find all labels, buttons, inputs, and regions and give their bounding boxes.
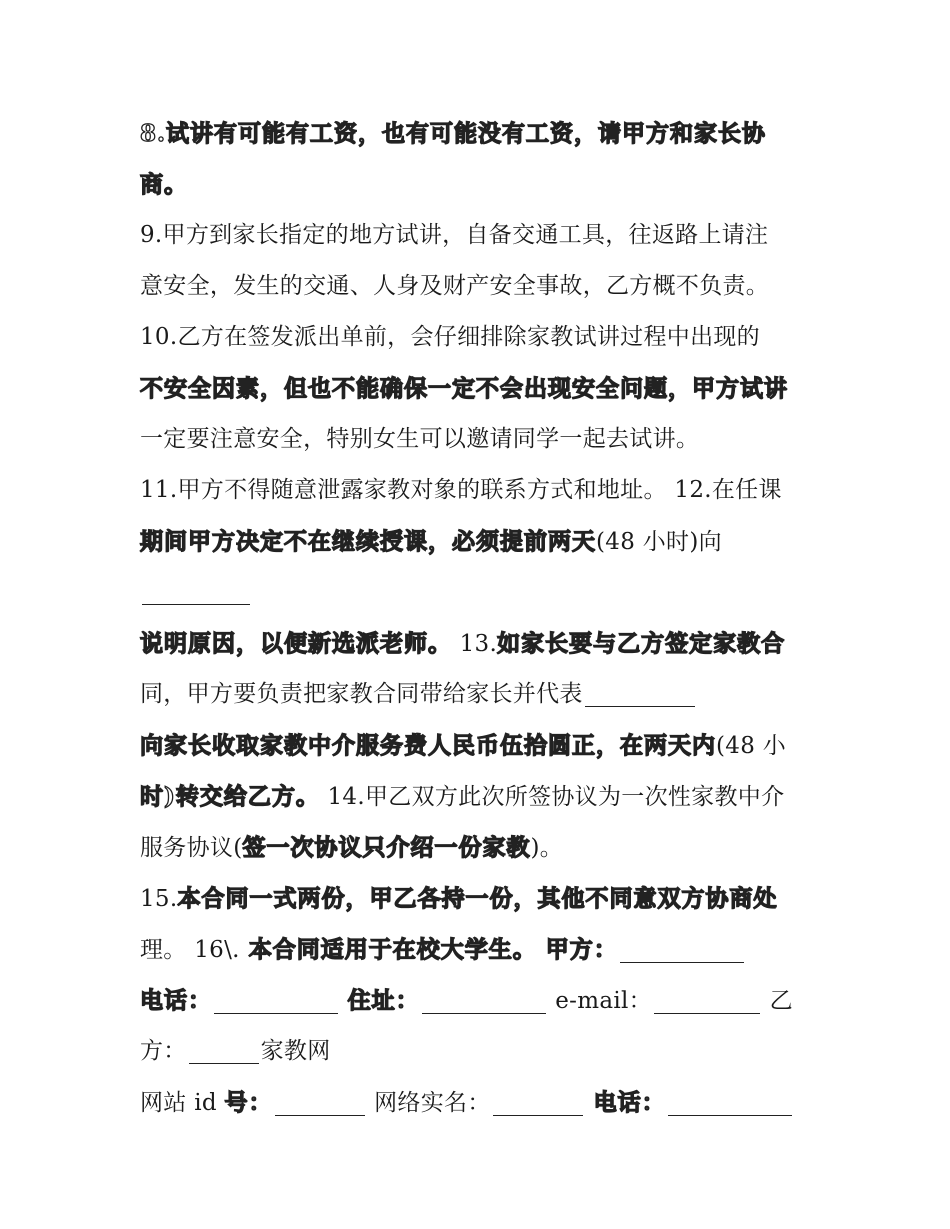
party-b-phone-label: 电话： xyxy=(584,1089,666,1116)
email-label: e-mail： xyxy=(547,988,652,1014)
text-line-14 xyxy=(140,771,830,822)
clause-12-start: 12.在任课 xyxy=(666,477,782,503)
clause-9-end: 意安全，发生的交通、人身及财产安全事故，乙方概不负责。 xyxy=(140,273,770,299)
text-line-2 xyxy=(140,159,830,210)
text-line-7 xyxy=(140,414,830,465)
real-name-label: 网络实名： xyxy=(366,1090,491,1116)
site-id-label: 网站 id xyxy=(140,1090,225,1116)
representative-blank[interactable] xyxy=(585,676,695,707)
text-line-15 xyxy=(140,822,830,873)
text-line-12 xyxy=(140,669,830,720)
phone-blank[interactable] xyxy=(214,983,338,1014)
text-line-19 xyxy=(140,1026,830,1077)
real-name-blank[interactable] xyxy=(493,1085,583,1116)
clause-16-start: 理。 16\. xyxy=(140,937,240,963)
text-line-5 xyxy=(140,312,830,363)
clause-12-hours: (48 小时)向 xyxy=(596,529,722,555)
text-line-3 xyxy=(140,210,830,261)
clause-13-end: 时)转交给乙方。 xyxy=(140,783,320,810)
clause-13-fee: 向家长收取家教中介服务费人民币伍拾圆正，在两天内 xyxy=(140,732,716,759)
party-b-blank[interactable] xyxy=(189,1033,259,1064)
party-b-label-end: 方： xyxy=(140,1038,187,1064)
text-line-9 xyxy=(140,516,830,567)
site-id-blank[interactable] xyxy=(275,1085,365,1116)
clause-11-text: 11.甲方不得随意泄露家教对象的联系方式和地址。 xyxy=(140,477,667,503)
clause-10-middle: 不安全因素，但也不能确保一定不会出现安全问题，甲方试讲 xyxy=(140,375,788,402)
text-line-17 xyxy=(140,924,830,975)
clause-8-text: 8.试讲有可能有工资，也有可能没有工资，请甲方和家长协 xyxy=(140,120,767,147)
email-blank[interactable] xyxy=(654,983,760,1014)
site-id-number-label: 号： xyxy=(224,1089,273,1116)
text-line-6 xyxy=(140,363,830,414)
clause-14-end: )。 xyxy=(530,835,564,861)
text-line-11 xyxy=(140,618,830,669)
text-line-20 xyxy=(140,1077,830,1128)
clause-15-text: 本合同一式两份，甲乙各持一份，其他不同意双方协商处 xyxy=(177,885,778,912)
clause-16-text: 本合同适用于在校大学生。 甲方： xyxy=(239,936,618,963)
clause-13-hours: (48 小 xyxy=(716,733,787,759)
clause-13-middle: 同，甲方要负责把家教合同带给家长并代表 xyxy=(140,681,583,707)
clause-13-number: 13. xyxy=(452,631,498,657)
text-line-13 xyxy=(140,720,830,771)
clause-14-middle: 服务协议( xyxy=(140,835,243,861)
document-page xyxy=(140,108,830,1128)
clause-12-middle: 期间甲方决定不在继续授课，必须提前两天 xyxy=(140,528,596,555)
text-line-10 xyxy=(140,567,830,618)
clause-14-text: 14.甲乙双方此次所签协议为一次性家教中介 xyxy=(319,784,785,810)
text-line-4 xyxy=(140,261,830,312)
recipient-blank[interactable] xyxy=(142,574,250,605)
text-line-8 xyxy=(140,465,830,516)
clause-8-end: 商。 xyxy=(140,171,188,198)
clause-12-end: 说明原因，以便新选派老师。 xyxy=(140,630,452,657)
text-line-18 xyxy=(140,975,830,1026)
clause-10-text: 10.乙方在签发派出单前，会仔细排除家教试讲过程中出现的 xyxy=(140,324,760,350)
clause-15-number: 15. xyxy=(140,886,178,912)
clause-14-note: 签一次协议只介绍一份家教 xyxy=(242,834,531,861)
clause-10-end: 一定要注意安全，特别女生可以邀请同学一起去试讲。 xyxy=(140,426,700,452)
party-b-phone-blank[interactable] xyxy=(668,1085,792,1116)
clause-13-start: 如家长要与乙方签定家教合 xyxy=(497,630,786,657)
phone-label: 电话： xyxy=(140,987,212,1014)
clause-9-text: 9.甲方到家长指定的地方试讲，自备交通工具，往返路上请注 xyxy=(140,222,769,248)
address-blank[interactable] xyxy=(422,983,546,1014)
party-a-name-blank[interactable] xyxy=(620,932,744,963)
tutoring-site-name: 家教网 xyxy=(260,1038,331,1064)
text-line-1 xyxy=(140,108,830,159)
address-label: 住址： xyxy=(347,987,420,1014)
text-line-16 xyxy=(140,873,830,924)
party-b-label-start: 乙 xyxy=(761,988,793,1014)
